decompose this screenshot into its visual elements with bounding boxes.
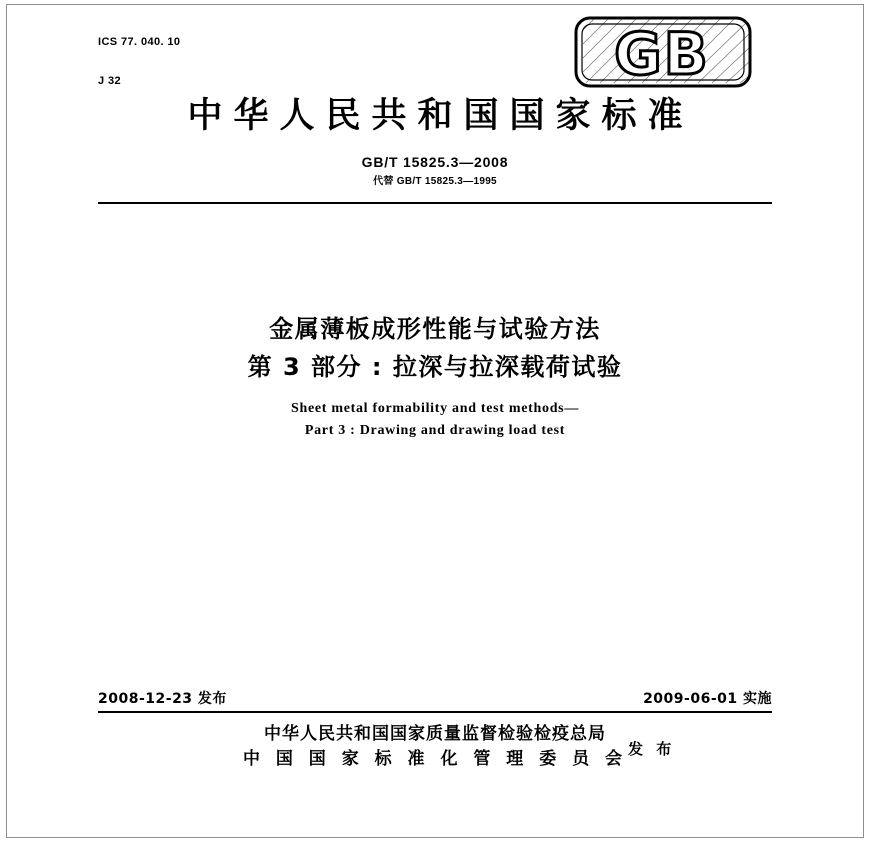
ics-code: ICS 77. 040. 10 xyxy=(98,36,181,48)
divider-top xyxy=(98,202,772,204)
document-title-cn xyxy=(0,312,870,384)
document-title-cn-line2: 第 3 部分 : 拉深与拉深载荷试验 xyxy=(247,353,623,381)
issuing-authority xyxy=(0,722,870,772)
page-title: 中华人民共和国国家标准 xyxy=(187,96,694,136)
ccs-code: J 32 xyxy=(98,75,122,87)
gb-logo-icon xyxy=(574,16,752,88)
divider-bottom xyxy=(98,711,772,713)
document-title-en-line2: Part 3 : Drawing and drawing load test xyxy=(304,423,566,438)
standard-replaces: 代替 GB/T 15825.3—1995 xyxy=(373,176,497,187)
standard-number: GB/T 15825.3—2008 xyxy=(361,154,509,170)
document-title-cn-line1: 金属薄板成形性能与试验方法 xyxy=(269,315,601,343)
document-title-en xyxy=(0,398,870,442)
publish-label: 发 布 xyxy=(628,740,676,758)
issue-date: 2008-12-23 发布 xyxy=(98,691,227,707)
svg-text:GB: GB xyxy=(614,20,710,88)
document-title-en-line1: Sheet metal formability and test methods— xyxy=(290,401,580,416)
issuing-authority-line2: 中 国 国 家 标 准 化 管 理 委 员 会 xyxy=(242,749,628,769)
issuing-authority-line1: 中华人民共和国国家质量监督检验检疫总局 xyxy=(264,724,606,744)
implementation-date: 2009-06-01 实施 xyxy=(643,691,772,707)
